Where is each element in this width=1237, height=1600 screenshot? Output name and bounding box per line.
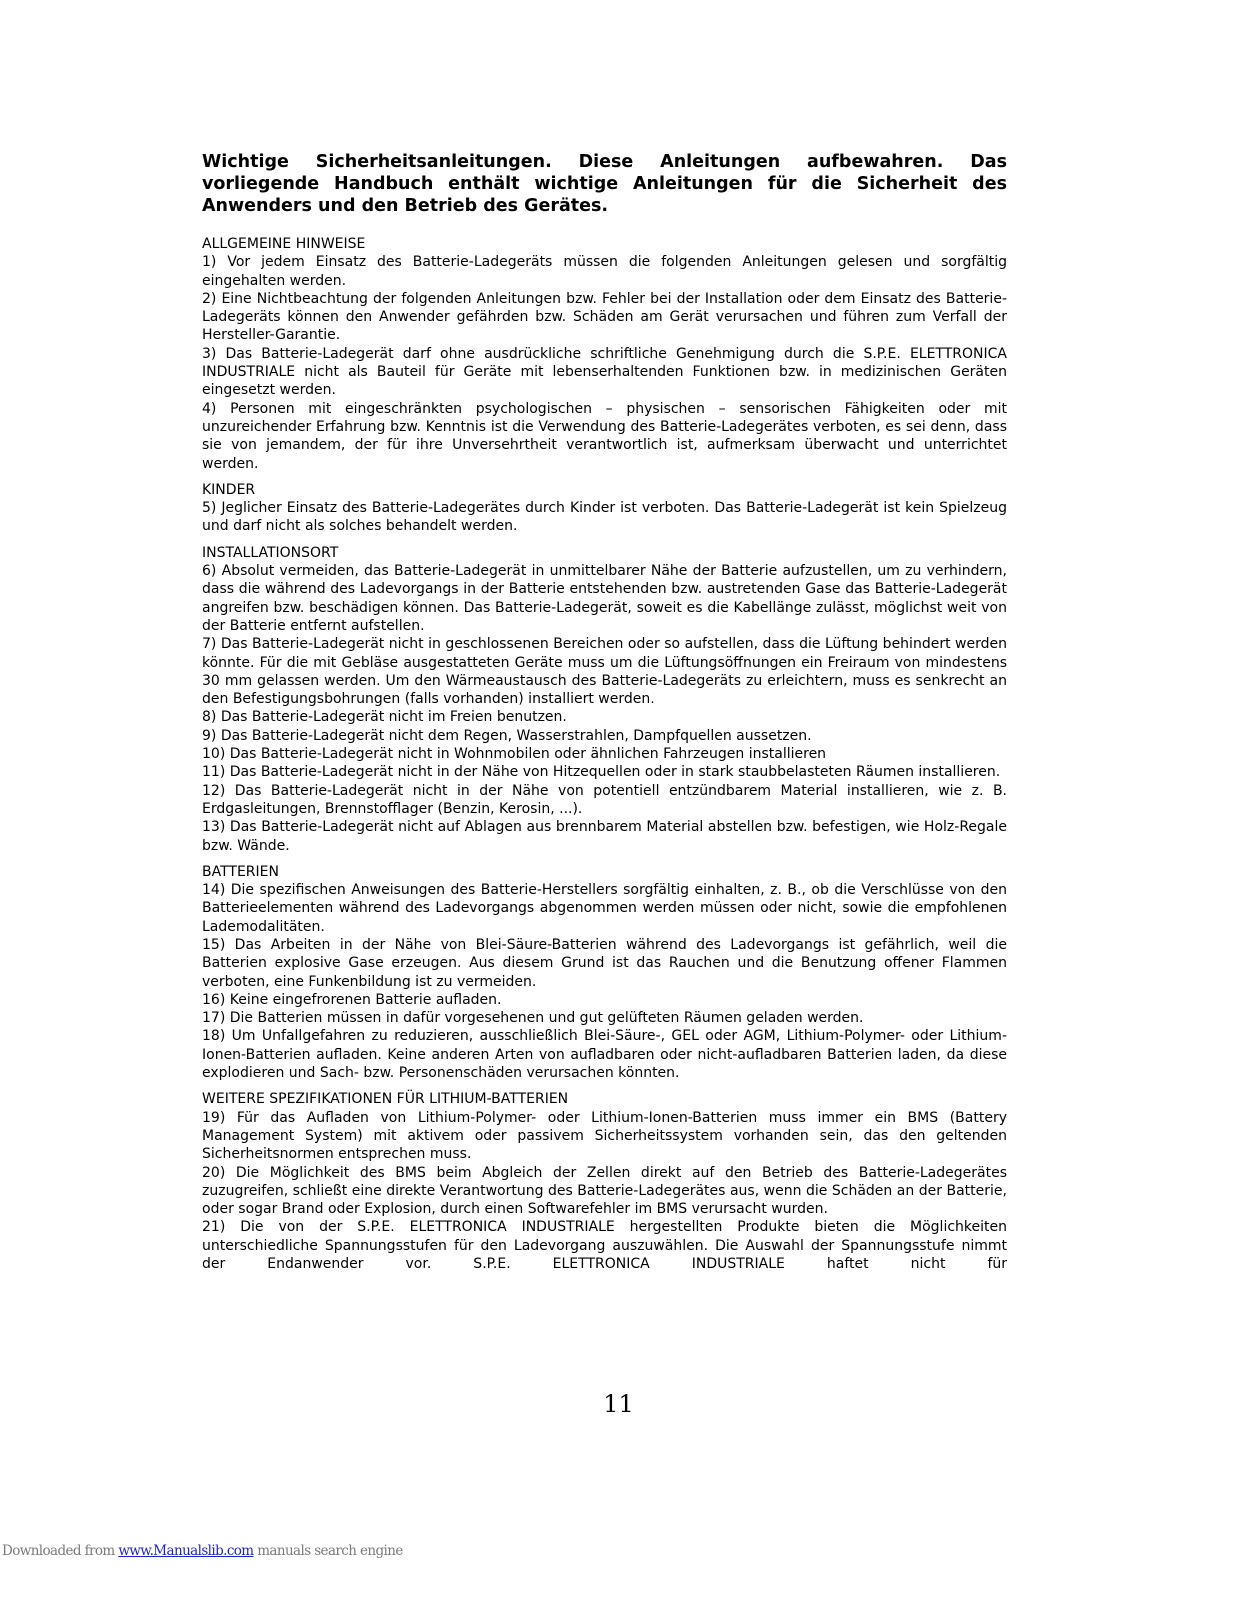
instruction-item: 18) Um Unfallgefahren zu reduzieren, ausschließlich Blei-Säure-, GEL oder AGM, Lithium-Polymer- oder Lithium-Ionen-Batterien aufladen. Keine anderen Arten von aufladbaren oder nicht-aufladbaren Batterien laden, da diese explodieren und Sach- bzw. Personenschäden verursachen könnten.	[202, 1028, 1007, 1082]
page-number: 11	[603, 1390, 634, 1418]
section-heading: KINDER	[202, 481, 256, 498]
instruction-item: 5) Jeglicher Einsatz des Batterie-Ladegerätes durch Kinder ist verboten. Das Batterie-Ladegerät ist kein Spielzeug und darf nicht als solches behandelt werden.	[202, 500, 1007, 535]
document-body	[202, 151, 1007, 1281]
instruction-item: 10) Das Batterie-Ladegerät nicht in Wohnmobilen oder ähnlichen Fahrzeugen installieren	[202, 746, 827, 763]
instruction-item: 1) Vor jedem Einsatz des Batterie-Ladegeräts müssen die folgenden Anleitungen gelesen und sorgfältig eingehalten werden.	[202, 254, 1007, 289]
sections-container	[202, 235, 1007, 1273]
section	[202, 1090, 1007, 1273]
safety-intro: Wichtige Sicherheitsanleitungen. Diese Anleitungen aufbewahren. Das vorliegende Handbuch enthält wichtige Anleitungen für die Sicherheit des Anwenders und den Betrieb des Gerätes.	[202, 152, 1007, 216]
instruction-item: 12) Das Batterie-Ladegerät nicht in der Nähe von potentiell entzündbarem Material installieren, wie z. B. Erdgasleitungen, Brennstofflager (Benzin, Kerosin, ...).	[202, 782, 1007, 817]
download-footer	[2, 1543, 403, 1559]
section-heading: WEITERE SPEZIFIKATIONEN FÜR LITHIUM-BATTERIEN	[202, 1091, 569, 1108]
section-heading: INSTALLATIONSORT	[202, 544, 339, 561]
section	[202, 481, 1007, 536]
instruction-item: 21) Die von der S.P.E. ELETTRONICA INDUSTRIALE hergestellten Produkte bieten die Möglichkeiten unterschiedliche Spannungsstufen für den Ladevorgang auszuwählen. Die Auswahl der Spannungsstufe nimmt der Endanwender vor. S.P.E. ELETTRONICA INDUSTRIALE haftet nicht für	[202, 1219, 1007, 1273]
instruction-item: 17) Die Batterien müssen in dafür vorgesehenen und gut gelüfteten Räumen geladen werden.	[202, 1010, 864, 1027]
instruction-item: 20) Die Möglichkeit des BMS beim Abgleich der Zellen direkt auf den Betrieb des Batterie-Ladegerätes zuzugreifen, schließt eine direkte Verantwortung des Batterie-Ladegerätes aus, wenn die Schäden an der Batterie, oder sogar Brand oder Explosion, durch einen Softwarefehler im BMS verursacht wurden.	[202, 1164, 1007, 1218]
footer-suffix: manuals search engine	[253, 1543, 403, 1559]
section	[202, 863, 1007, 1083]
manualslib-link[interactable]: www.Manualslib.com	[118, 1543, 254, 1559]
instruction-item: 15) Das Arbeiten in der Nähe von Blei-Säure-Batterien während des Ladevorgangs ist gefährlich, weil die Batterien explosive Gase erzeugen. Aus diesem Grund ist das Rauchen und die Benutzung offener Flammen verboten, eine Funkenbildung ist zu vermeiden.	[202, 936, 1007, 990]
footer-prefix: Downloaded from	[2, 1543, 119, 1559]
instruction-item: 11) Das Batterie-Ladegerät nicht in der Nähe von Hitzequellen oder in stark staubbelasteten Räumen installieren.	[202, 764, 1001, 781]
instruction-item: 7) Das Batterie-Ladegerät nicht in geschlossenen Bereichen oder so aufstellen, dass die Lüftung behindert werden könnte. Für die mit Gebläse ausgestatteten Geräte muss um die Lüftungsöffnungen ein Freiraum von mindestens 30 mm gelassen werden. Um den Wärmeaustausch des Batterie-Ladegeräts zu erleichtern, muss es senkrecht an den Befestigungsbohrungen (falls vorhanden) installiert werden.	[202, 636, 1007, 708]
instruction-item: 8) Das Batterie-Ladegerät nicht im Freien benutzen.	[202, 709, 567, 726]
instruction-item: 4) Personen mit eingeschränkten psychologischen – physischen – sensorischen Fähigkeiten oder mit unzureichender Erfahrung bzw. Kenntnis ist die Verwendung des Batterie-Ladegerätes verboten, es sei denn, dass sie von jemandem, der für ihre Unversehrtheit verantwortlich ist, aufmerksam überwacht und unterrichtet werden.	[202, 400, 1007, 472]
section	[202, 235, 1007, 473]
instruction-item: 16) Keine eingefrorenen Batterie aufladen.	[202, 991, 502, 1008]
instruction-item: 14) Die spezifischen Anweisungen des Batterie-Herstellers sorgfältig einhalten, z. B., ob die Verschlüsse von den Batterieelementen während des Ladevorgangs abgenommen werden müssen oder nicht, sowie die empfohlenen Lademodalitäten.	[202, 882, 1007, 935]
section-heading: BATTERIEN	[202, 863, 279, 880]
instruction-item: 19) Für das Aufladen von Lithium-Polymer- oder Lithium-Ionen-Batterien muss immer ein BMS (Battery Management System) mit aktivem oder passivem Sicherheitssystem vorhanden sein, das den geltenden Sicherheitsnormen entsprechen muss.	[202, 1109, 1007, 1163]
instruction-item: 9) Das Batterie-Ladegerät nicht dem Regen, Wasserstrahlen, Dampfquellen aussetzen.	[202, 727, 812, 744]
section-heading: ALLGEMEINE HINWEISE	[202, 236, 366, 252]
instruction-item: 13) Das Batterie-Ladegerät nicht auf Ablagen aus brennbarem Material abstellen bzw. befestigen, wie Holz-Regale bzw. Wände.	[202, 819, 1007, 854]
instruction-item: 3) Das Batterie-Ladegerät darf ohne ausdrückliche schriftliche Genehmigung durch die S.P.E. ELETTRONICA INDUSTRIALE nicht als Bauteil für Geräte mit lebenserhaltenden Funktionen bzw. in medizinischen Geräten eingesetzt werden.	[202, 345, 1007, 399]
instruction-item: 6) Absolut vermeiden, das Batterie-Ladegerät in unmittelbarer Nähe der Batterie aufzustellen, um zu verhindern, dass die während des Ladevorgangs in der Batterie entstehenden bzw. austretenden Gase das Batterie-Ladegerät angreifen bzw. beschädigen können. Das Batterie-Ladegerät, soweit es die Kabellänge zulässt, möglichst weit von der Batterie entfernt aufstellen.	[202, 563, 1007, 634]
instruction-item: 2) Eine Nichtbeachtung der folgenden Anleitungen bzw. Fehler bei der Installation oder dem Einsatz des Batterie-Ladegeräts können den Anwender gefährden bzw. Schäden am Gerät verursachen und führen zum Verfall der Hersteller-Garantie.	[202, 290, 1007, 344]
section	[202, 544, 1007, 855]
